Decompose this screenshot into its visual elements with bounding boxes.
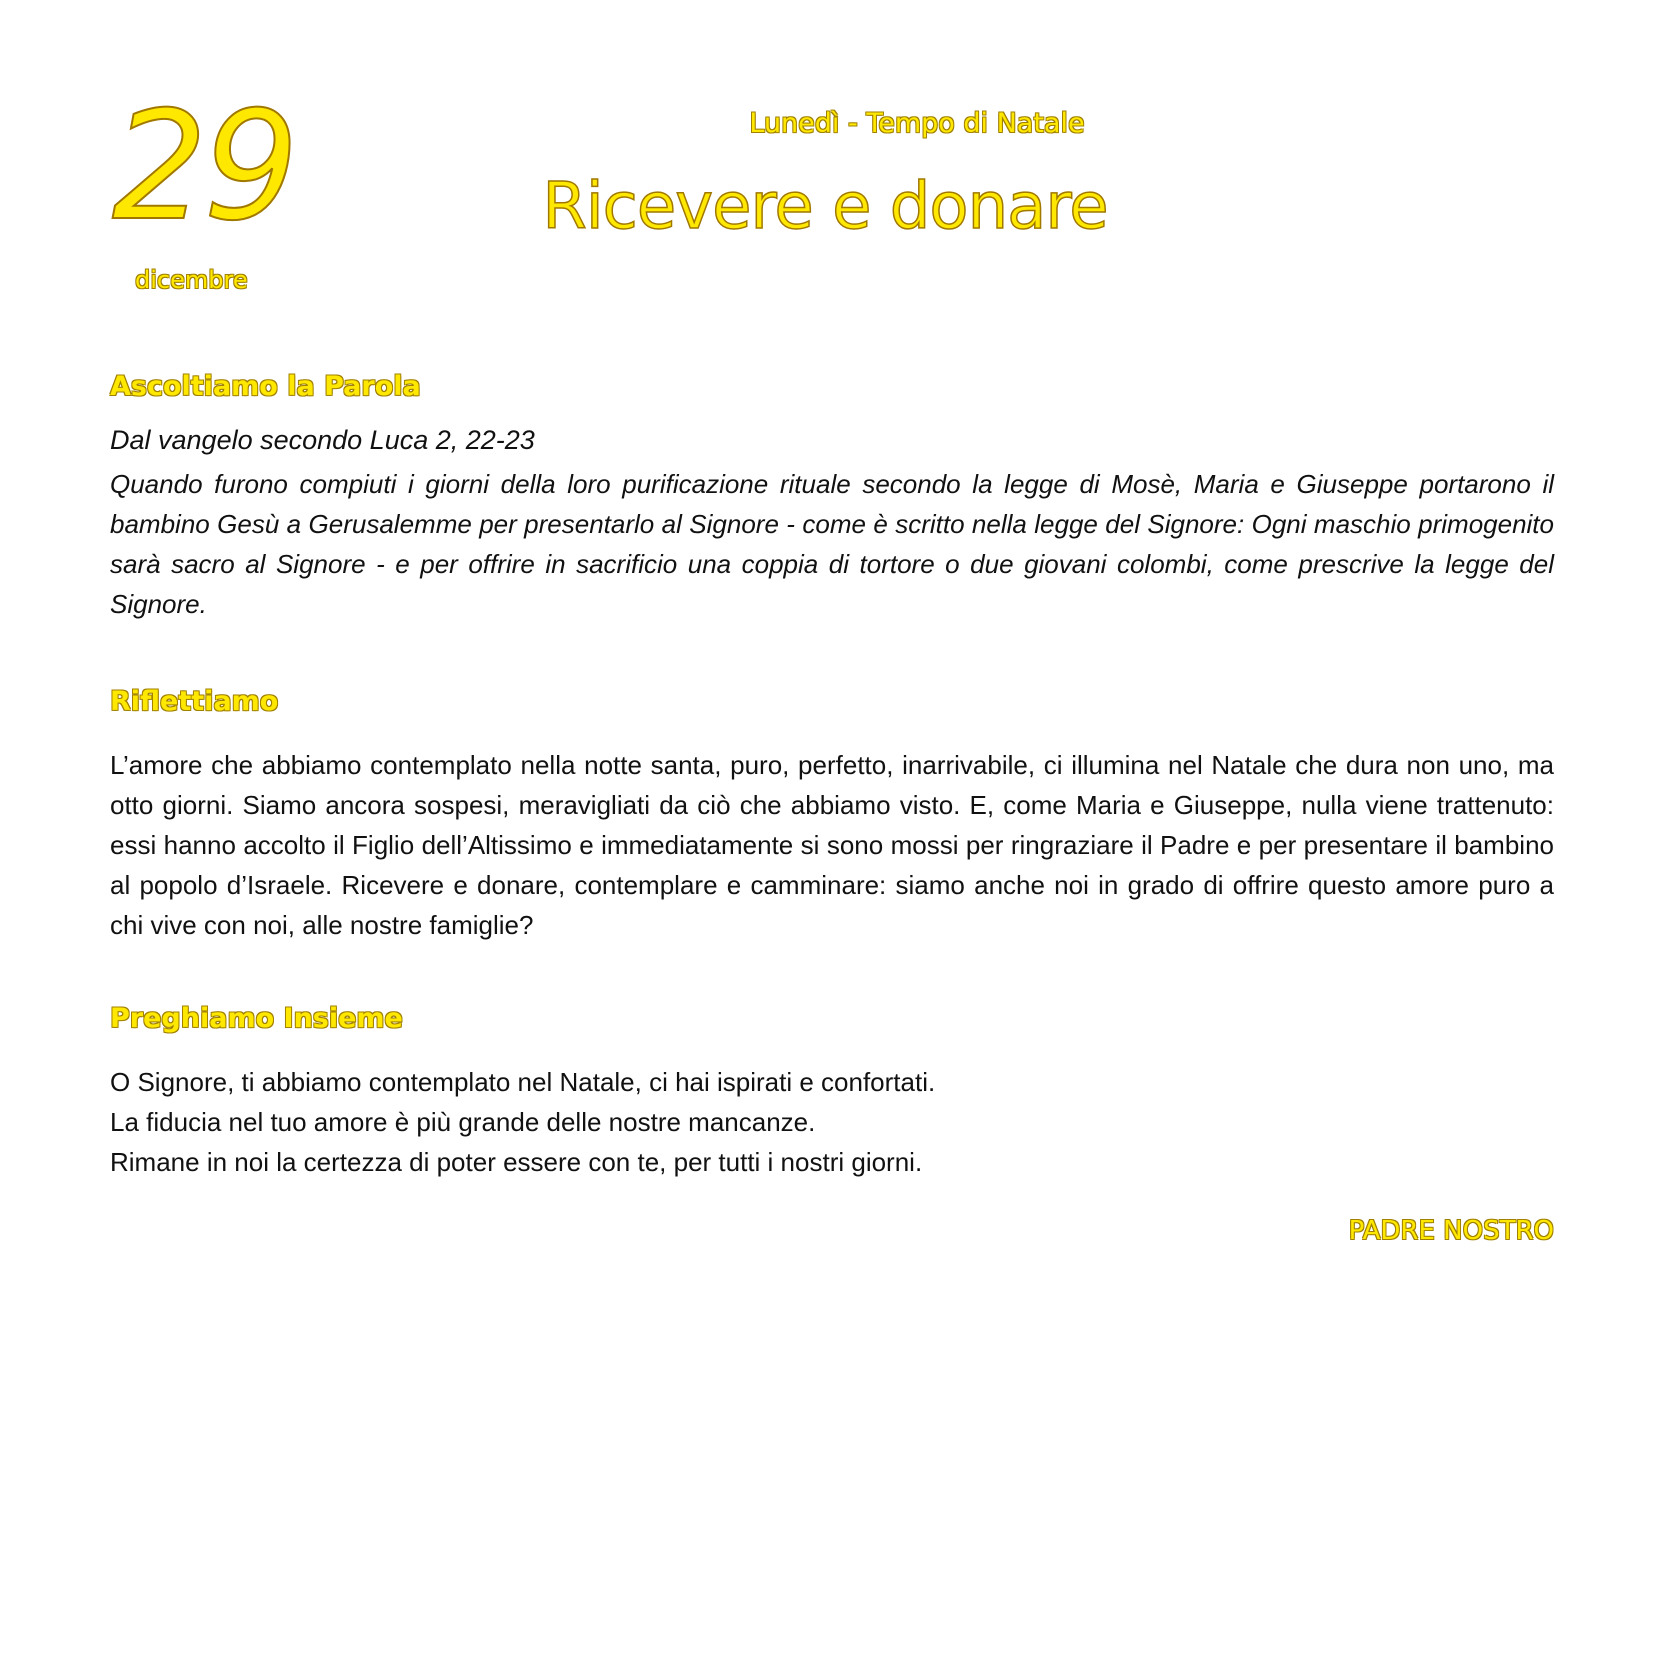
page-title: Ricevere e donare (542, 170, 1108, 244)
prayer-line: La fiducia nel tuo amore è più grande delle nostre mancanze. (110, 1107, 816, 1137)
prayer-line: O Signore, ti abbiamo contemplato nel Natale, ci hai ispirati e confortati. (110, 1067, 936, 1097)
section-heading-reflect: Riflettiamo (110, 686, 279, 717)
date-month: dicembre (135, 266, 248, 294)
weekday-season-text: Lunedì - Tempo di Natale (749, 108, 1085, 139)
section-heading-listen: Ascoltiamo la Parola (110, 371, 421, 402)
prayer-line: Rimane in noi la certezza di poter essere con te, per tutti i nostri giorni. (110, 1147, 923, 1177)
closing-prayer: PADRE NOSTRO (1348, 1216, 1554, 1246)
reflection-text: L’amore che abbiamo contemplato nella notte santa, puro, perfetto, inarrivabile, ci illumina nel Natale che dura non uno, ma otto giorni. Siamo ancora sospesi, meravigliati da ciò che abbiamo visto. E, come Maria e Giuseppe, nulla viene trattenuto: essi hanno accolto il Figlio dell’Altissimo e immediatamente si sono mossi per ringraziare il Padre e per presentare il bambino al popolo d’Israele. Ricevere e donare, contemplare e camminare: siamo anche noi in grado di offrire questo amore puro a chi vive con noi, alle nostre famiglie? (110, 750, 1554, 940)
section-listen (110, 373, 1554, 624)
section-reflect (110, 688, 1554, 945)
section-pray (110, 1005, 1554, 1182)
weekday-season (0, 110, 1654, 137)
gospel-reference: Dal vangelo secondo Luca 2, 22-23 (110, 425, 535, 455)
gospel-text: Quando furono compiuti i giorni della loro purificazione rituale secondo la legge di Mosè, Maria e Giuseppe portarono il bambino Gesù a Gerusalemme per presentarlo al Signore - come è scritto nella legge del Signore: Ogni maschio primogenito sarà sacro al Signore - e per offrire in sacrificio una coppia di tortore o due giovani colombi, come prescrive la legge del Signore. (110, 469, 1554, 619)
date-day-number: 29 (112, 80, 295, 254)
section-heading-pray: Preghiamo Insieme (110, 1003, 403, 1034)
